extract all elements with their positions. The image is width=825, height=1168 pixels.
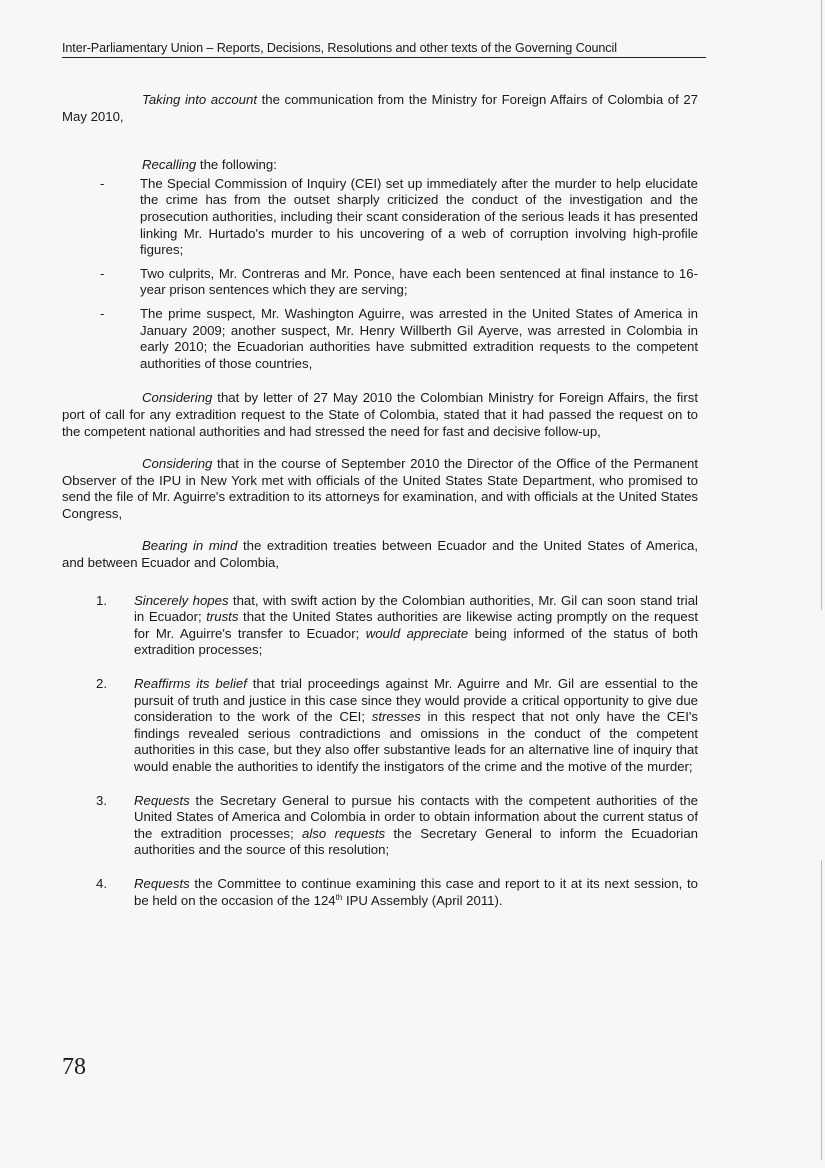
dash-marker: - (100, 265, 105, 281)
preamble-bearing-in-mind (62, 538, 698, 571)
scan-edge-line (821, 0, 822, 610)
lead-phrase: Requests (134, 875, 190, 891)
paragraph-text: IPU Assembly (April 2011). (342, 892, 503, 908)
operative-paragraph-2 (62, 676, 698, 776)
list-item-text: Two culprits, Mr. Contreras and Mr. Ponce, have each been sentenced at final instance to 16-year prison sentences which they are serving; (140, 265, 698, 298)
paragraph-text: in this respect that not only have the CEI's findings revealed serious contradictions and omissions in the conduct of the competent authorities in this case, but they also offer substantive leads for an alternative line of inquiry that would enable the authorities to identify the instigators of the crime and the motive of the murder; (134, 709, 698, 774)
paragraph-text: the Secretary General to pursue his contacts with the competent authorities of the United States of America and Colombia in order to obtain information about the current status of the extradition processes; (134, 792, 698, 841)
emphasis-phrase: would appreciate (365, 625, 469, 641)
preamble-recalling (142, 157, 698, 174)
paragraph-text: that, with swift action by the Colombian authorities, Mr. Gil can soon stand trial in Ecuador; (134, 592, 698, 625)
lead-phrase: Bearing in mind (142, 538, 238, 554)
lead-phrase: Considering (142, 390, 213, 406)
preamble-taking-into-account (62, 92, 698, 125)
emphasis-phrase: stresses (371, 709, 421, 725)
paragraph-text: the extradition treaties between Ecuador and the United States of America, and between Ecuador and Colombia, (62, 538, 698, 571)
paragraph-number: 2. (96, 676, 107, 692)
lead-phrase: Sincerely hopes (134, 592, 229, 608)
list-item-text: The Special Commission of Inquiry (CEI) set up immediately after the murder to help elucidate the crime has from the outset sharply criticized the conduct of the investigation and the prosecution authorities, including their scant consideration of the serious leads it has presented linking Mr. Hurtado's murder to his uncovering of a web of corruption involving high-profile figures; (140, 175, 698, 258)
paragraph-number: 1. (96, 592, 107, 608)
operative-paragraph-3 (62, 793, 698, 859)
paragraph-text: the Committee to continue examining this case and report to it at its next session, to be held on the occasion of the 124 (134, 875, 698, 908)
lead-phrase: Requests (134, 792, 190, 808)
dash-marker: - (100, 305, 105, 321)
preamble-considering-meeting (62, 456, 698, 522)
recalled-facts-list (62, 176, 698, 373)
list-item (62, 176, 698, 259)
paragraph-text: that in the course of September 2010 the Director of the Office of the Permanent Observer of the IPU in New York met with officials of the United States State Department, who promised to send the file of Mr. Aguirre's extradition to its attorneys for examination, and with officials at the United States Congress, (62, 456, 698, 521)
resolution-body (62, 92, 698, 926)
emphasis-phrase: trusts (206, 609, 239, 625)
emphasis-phrase: also requests (302, 825, 386, 841)
operative-paragraph-1 (62, 593, 698, 659)
lead-phrase: Reaffirms its belief (134, 676, 247, 692)
paragraph-text: the following: (196, 157, 277, 173)
dash-marker: - (100, 175, 105, 191)
paragraph-text: that the United States authorities are likewise acting promptly on the request for Mr. Aguirre's transfer to Ecuador; (134, 609, 699, 641)
scan-edge-line (821, 860, 822, 1160)
lead-phrase: Taking into account (142, 92, 257, 107)
ordinal-suffix: th (335, 892, 343, 902)
paragraph-text: the Secretary General to inform the Ecuadorian authorities and the source of this resolution; (134, 825, 699, 858)
list-item-text: The prime suspect, Mr. Washington Aguirre, was arrested in the United States of America in January 2009; another suspect, Mr. Henry Willberth Gil Ayerve, was arrested in Colombia in early 2010; the Ecuadorian authorities have submitted extradition requests to the competent authorities of those countries, (140, 305, 698, 371)
paragraph-text: being informed of the status of both extradition processes; (134, 625, 698, 658)
paragraph-number: 3. (96, 792, 107, 808)
running-header: Inter-Parliamentary Union – Reports, Decisions, Resolutions and other texts of the Governing Council (62, 41, 706, 58)
preamble-considering-letter (62, 390, 698, 440)
lead-phrase: Considering (142, 456, 213, 472)
operative-paragraph-4 (62, 876, 698, 909)
lead-phrase: Recalling (142, 157, 197, 173)
operative-paragraphs (62, 593, 698, 910)
list-item (62, 306, 698, 372)
page-number: 78 (62, 1054, 86, 1080)
paragraph-text: the communication from the Ministry for Foreign Affairs of Colombia of 27 May 2010, (62, 92, 698, 124)
paragraph-text: that trial proceedings against Mr. Aguirre and Mr. Gil are essential to the pursuit of truth and justice in this case since they would provide a critical opportunity to give due consideration to the work of the CEI; (134, 676, 698, 725)
paragraph-number: 4. (96, 875, 107, 891)
paragraph-text: that by letter of 27 May 2010 the Colombian Ministry for Foreign Affairs, the first port of call for any extradition request to the State of Colombia, stated that it had passed the request on to the competent national authorities and had stressed the need for fast and decisive follow-up, (62, 390, 698, 439)
list-item (62, 266, 698, 299)
